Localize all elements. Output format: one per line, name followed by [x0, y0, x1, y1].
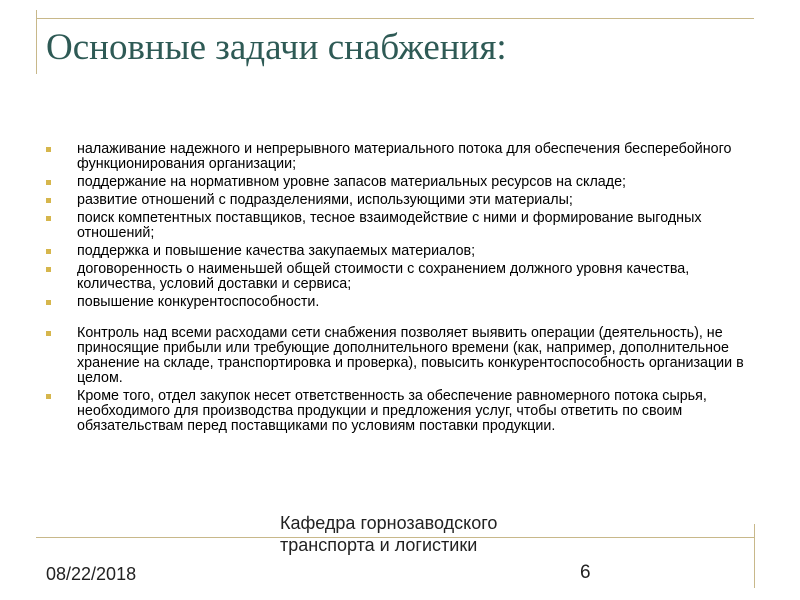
- list-item: [46, 193, 766, 208]
- list-item-text: Кроме того, отдел закупок несет ответственность за обеспечение равномерного потока сырья, необходимого для производства продукции и предложения услуг, чтобы ответить по своим обязательствам перед поставщиками по условиям поставки продукции.: [77, 388, 707, 434]
- square-bullet-icon: [46, 394, 51, 399]
- list-item: [46, 389, 766, 434]
- list-item: [46, 142, 766, 172]
- square-bullet-icon: [46, 267, 51, 272]
- slide-title: Основные задачи снабжения:: [46, 27, 507, 68]
- list-item-text: развитие отношений с подразделениями, использующими эти материалы;: [77, 192, 573, 208]
- list-item: [46, 175, 766, 190]
- list-item-text: поддержание на нормативном уровне запасов материальных ресурсов на складе;: [77, 174, 627, 190]
- list-item-text: поиск компетентных поставщиков, тесное взаимодействие с ними и формирование выгодных отношений;: [77, 210, 702, 241]
- footer-date: 08/22/2018: [46, 564, 137, 584]
- top-rule: [36, 18, 754, 19]
- square-bullet-icon: [46, 198, 51, 203]
- page-number: 6: [580, 562, 591, 583]
- list-item: [46, 244, 766, 259]
- bottom-right-vertical-rule: [754, 524, 755, 588]
- list-item-text: поддержка и повышение качества закупаемых материалов;: [77, 243, 476, 259]
- list-item: [46, 326, 766, 386]
- list-item-text: Контроль над всеми расходами сети снабжения позволяет выявить операции (деятельность), не приносящие прибыли или требующие дополнительного времени (как, например, дополнительное хранение на складе, транспортировка и проверка), повысить конкурентоспособность организации в целом.: [77, 325, 744, 386]
- square-bullet-icon: [46, 249, 51, 254]
- footer-department: Кафедра горнозаводского транспорта и логистики: [280, 513, 498, 555]
- list-item: [46, 262, 766, 292]
- square-bullet-icon: [46, 180, 51, 185]
- square-bullet-icon: [46, 216, 51, 221]
- top-left-vertical-rule: [36, 10, 37, 74]
- square-bullet-icon: [46, 147, 51, 152]
- square-bullet-icon: [46, 331, 51, 336]
- list-item-text: повышение конкурентоспособности.: [77, 294, 320, 310]
- list-item: [46, 295, 766, 310]
- square-bullet-icon: [46, 300, 51, 305]
- list-item: [46, 211, 766, 241]
- bullet-list: [46, 142, 766, 437]
- list-item-text: договоренность о наименьшей общей стоимости с сохранением должного уровня качества, количества, условий доставки и сервиса;: [77, 261, 690, 292]
- list-item-text: налаживание надежного и непрерывного материального потока для обеспечения бесперебойного функционирования организации;: [77, 141, 732, 172]
